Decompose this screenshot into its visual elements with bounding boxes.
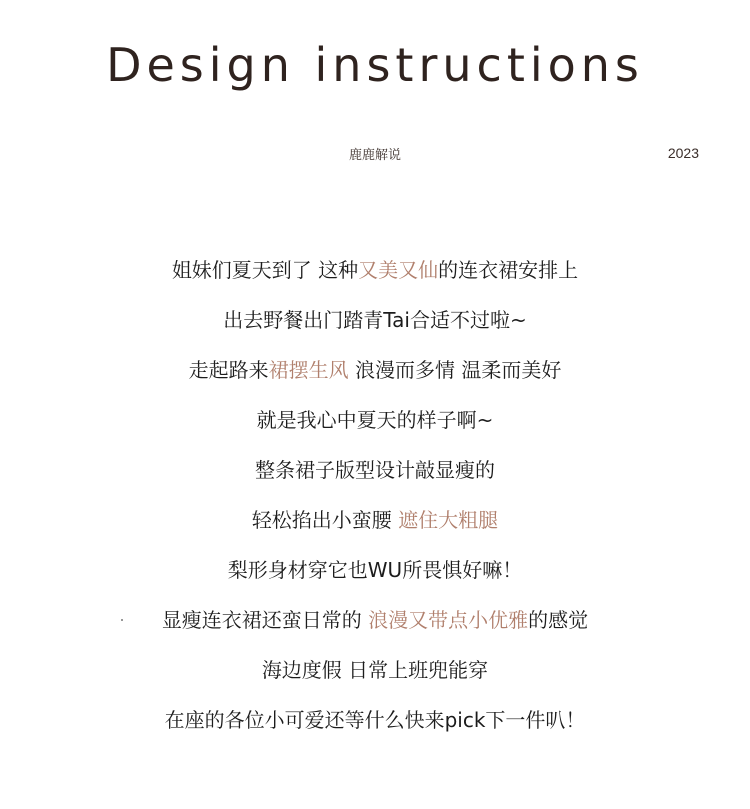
highlight-text: 遮住大粗腿 <box>398 508 499 532</box>
highlight-text: 浪漫又带点小优雅 <box>368 608 529 632</box>
text-segment: 海边度假 日常上班兜能穿 <box>261 658 489 682</box>
page-title: Design instructions <box>106 38 644 92</box>
description-line <box>0 552 750 602</box>
description-text <box>0 252 750 752</box>
text-segment: 就是我心中夏天的样子啊~ <box>256 408 494 432</box>
description-line <box>0 602 750 652</box>
text-segment: 的感觉 <box>528 608 589 632</box>
highlight-text: 裙摆生风 <box>268 358 349 382</box>
text-segment: 走起路来 <box>188 358 269 382</box>
decorative-dot <box>121 619 123 621</box>
description-line <box>0 502 750 552</box>
highlight-text: 又美又仙 <box>358 258 439 282</box>
description-line <box>0 302 750 352</box>
text-segment: 整条裙子版型设计敲显瘦的 <box>255 458 495 482</box>
text-segment: 的连衣裙安排上 <box>438 258 579 282</box>
author-label: 鹿鹿解说 <box>348 148 401 163</box>
text-segment: 显瘦连衣裙还蛮日常的 <box>161 608 369 632</box>
text-segment: 浪漫而多情 温柔而美好 <box>348 358 562 382</box>
text-segment: 出去野餐出门踏青Tai合适不过啦~ <box>223 308 527 332</box>
text-segment: 在座的各位小可爱还等什么快来pick下一件叭！ <box>164 708 586 732</box>
text-segment: 姐妹们夏天到了 这种 <box>171 258 359 282</box>
description-line <box>0 452 750 502</box>
description-line <box>0 702 750 752</box>
text-segment: 轻松掐出小蛮腰 <box>251 508 399 532</box>
description-line <box>0 402 750 452</box>
description-line <box>0 252 750 302</box>
year-label: 2023 <box>667 145 699 161</box>
text-segment: 梨形身材穿它也WU所畏惧好嘛！ <box>227 558 523 582</box>
description-line <box>0 652 750 702</box>
description-line <box>0 352 750 402</box>
